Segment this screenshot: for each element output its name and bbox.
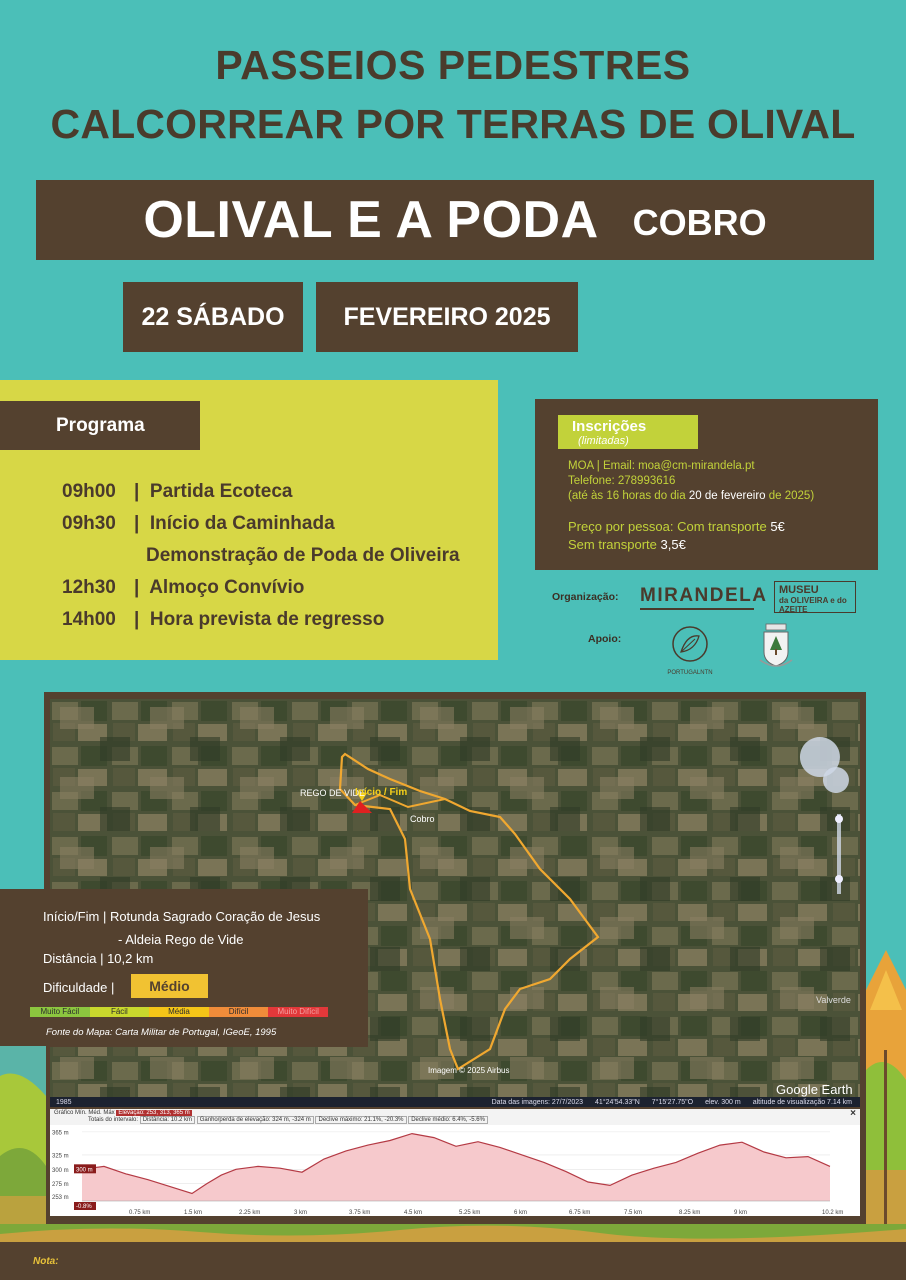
portugalntn-logo: PORTUGALNTN (665, 624, 715, 674)
x-tick-label: 3.75 km (349, 1210, 371, 1216)
leaf-icon (665, 624, 715, 664)
x-tick-label: 6.75 km (569, 1210, 591, 1216)
route-info-panel (0, 889, 368, 1047)
route-start: Início/Fim | Rotunda Sagrado Coração de Jesus (43, 909, 321, 924)
event-location: COBRO (632, 202, 767, 243)
schedule-item: 09h00 | Partida Ecoteca (62, 481, 293, 502)
schedule-item: 12h30 | Almoço Convívio (62, 577, 305, 598)
x-tick-label: 7.5 km (624, 1210, 643, 1216)
deadline: (até às 16 horas do dia 20 de fevereiro de 2025) (568, 490, 815, 502)
map-label-start: Início / Fim (355, 787, 408, 798)
map-copyright: Imagem © 2025 Airbus (428, 1066, 510, 1075)
inscricoes-contacts (568, 459, 814, 504)
apoio-label: Apoio: (588, 633, 622, 645)
schedule-item: 14h00 | Hora prevista de regresso (62, 609, 385, 630)
map-label-cobro: Cobro (410, 814, 435, 824)
scale-very-easy: Muito Fácil (30, 1007, 90, 1017)
x-tick-label: 8.25 km (679, 1210, 701, 1216)
profile-chart (50, 1125, 860, 1216)
elevation-profile[interactable] (50, 1109, 860, 1216)
marker-bottom-label: -0.8% (76, 1204, 92, 1210)
note-label: Nota: (33, 1255, 59, 1267)
google-earth-logo: Google Earth (776, 1082, 853, 1097)
scale-hard: Difícil (209, 1007, 269, 1017)
y-tick-label: 275 m (52, 1182, 69, 1189)
event-title: OLIVAL E A PODA (143, 191, 599, 249)
scale-very-hard: Muito Difícil (268, 1007, 328, 1017)
logo-underline (640, 608, 754, 610)
contact-email[interactable]: MOA | Email: moa@cm-mirandela.pt (568, 460, 755, 472)
scale-medium: Média (149, 1007, 209, 1017)
contact-phone[interactable]: Telefone: 278993616 (568, 475, 676, 487)
scale-easy: Fácil (90, 1007, 150, 1017)
coat-of-arms-icon (756, 622, 796, 670)
decorative-ground (0, 1224, 906, 1242)
difficulty-scale (30, 1007, 328, 1017)
x-tick-label: 3 km (294, 1210, 308, 1216)
x-tick-label: 10.2 km (822, 1210, 844, 1216)
mirandela-logo: MIRANDELA (640, 585, 768, 606)
route-difficulty-label: Dificuldade | (43, 980, 115, 995)
museu-logo: MUSEU da OLIVEIRA e do AZEITE (774, 581, 856, 613)
decorative-trees-right (866, 950, 906, 1242)
footer-note (0, 1242, 906, 1280)
route-start-2: - Aldeia Rego de Vide (118, 932, 244, 947)
close-icon[interactable]: × (850, 1108, 856, 1119)
map-status-bar: 1985 Data das imagens: 27/7/2023 41°24'54.33"N 7°15'27.75"O elev. 300 m altitude de visualização 7.14 km (50, 1097, 860, 1107)
header-line-2: CALCORREAR POR TERRAS DE OLIVAL (50, 101, 856, 147)
org-label: Organização: (552, 591, 619, 603)
x-tick-label: 5.25 km (459, 1210, 481, 1216)
map-label-rego: REGO DE VIDE (300, 788, 366, 798)
header-line-1: PASSEIOS PEDESTRES (215, 42, 691, 88)
inscricoes-label: Inscrições (limitadas) (558, 415, 698, 449)
marker-top-label: 300 m (76, 1167, 93, 1174)
x-tick-label: 6 km (514, 1210, 528, 1216)
route-distance: Distância | 10,2 km (43, 951, 154, 966)
difficulty-badge: Médio (131, 974, 208, 998)
x-tick-label: 1.5 km (184, 1210, 203, 1216)
y-tick-label: 300 m (52, 1167, 69, 1174)
y-tick-label: 253 m (52, 1194, 69, 1201)
map-label-valverde: Valverde (816, 995, 851, 1005)
price-info: Preço por pessoa: Com transporte 5€ Sem transporte 3,5€ (568, 519, 785, 552)
programa-label: Programa (0, 401, 200, 450)
schedule-item: 09h30 | Início da Caminhada (62, 513, 335, 534)
y-tick-label: 365 m (52, 1130, 69, 1137)
map-source: Fonte do Mapa: Carta Militar de Portugal, IGeoE, 1995 (46, 1027, 277, 1038)
x-tick-label: 2.25 km (239, 1210, 261, 1216)
event-month: FEVEREIRO 2025 (316, 282, 578, 352)
event-title-bar (36, 180, 874, 260)
x-tick-label: 0.75 km (129, 1210, 151, 1216)
decorative-trees-left (0, 1046, 46, 1242)
x-tick-label: 9 km (734, 1210, 748, 1216)
y-tick-label: 325 m (52, 1153, 69, 1160)
x-tick-label: 4.5 km (404, 1210, 423, 1216)
profile-header: Gráfico Mín. Méd. Máx Elevação: 253, 313, 365 m Totais do intervalo: Distância: 10.2 km Ganho/perda de elevação: 324 m, -324 m Declive máximo: 21.1%, -20.3% Declive médio: 6.4%, -5.6% × (50, 1109, 860, 1125)
schedule-item: Demonstração de Poda de Oliveira (146, 545, 460, 566)
event-day: 22 SÁBADO (123, 282, 303, 352)
